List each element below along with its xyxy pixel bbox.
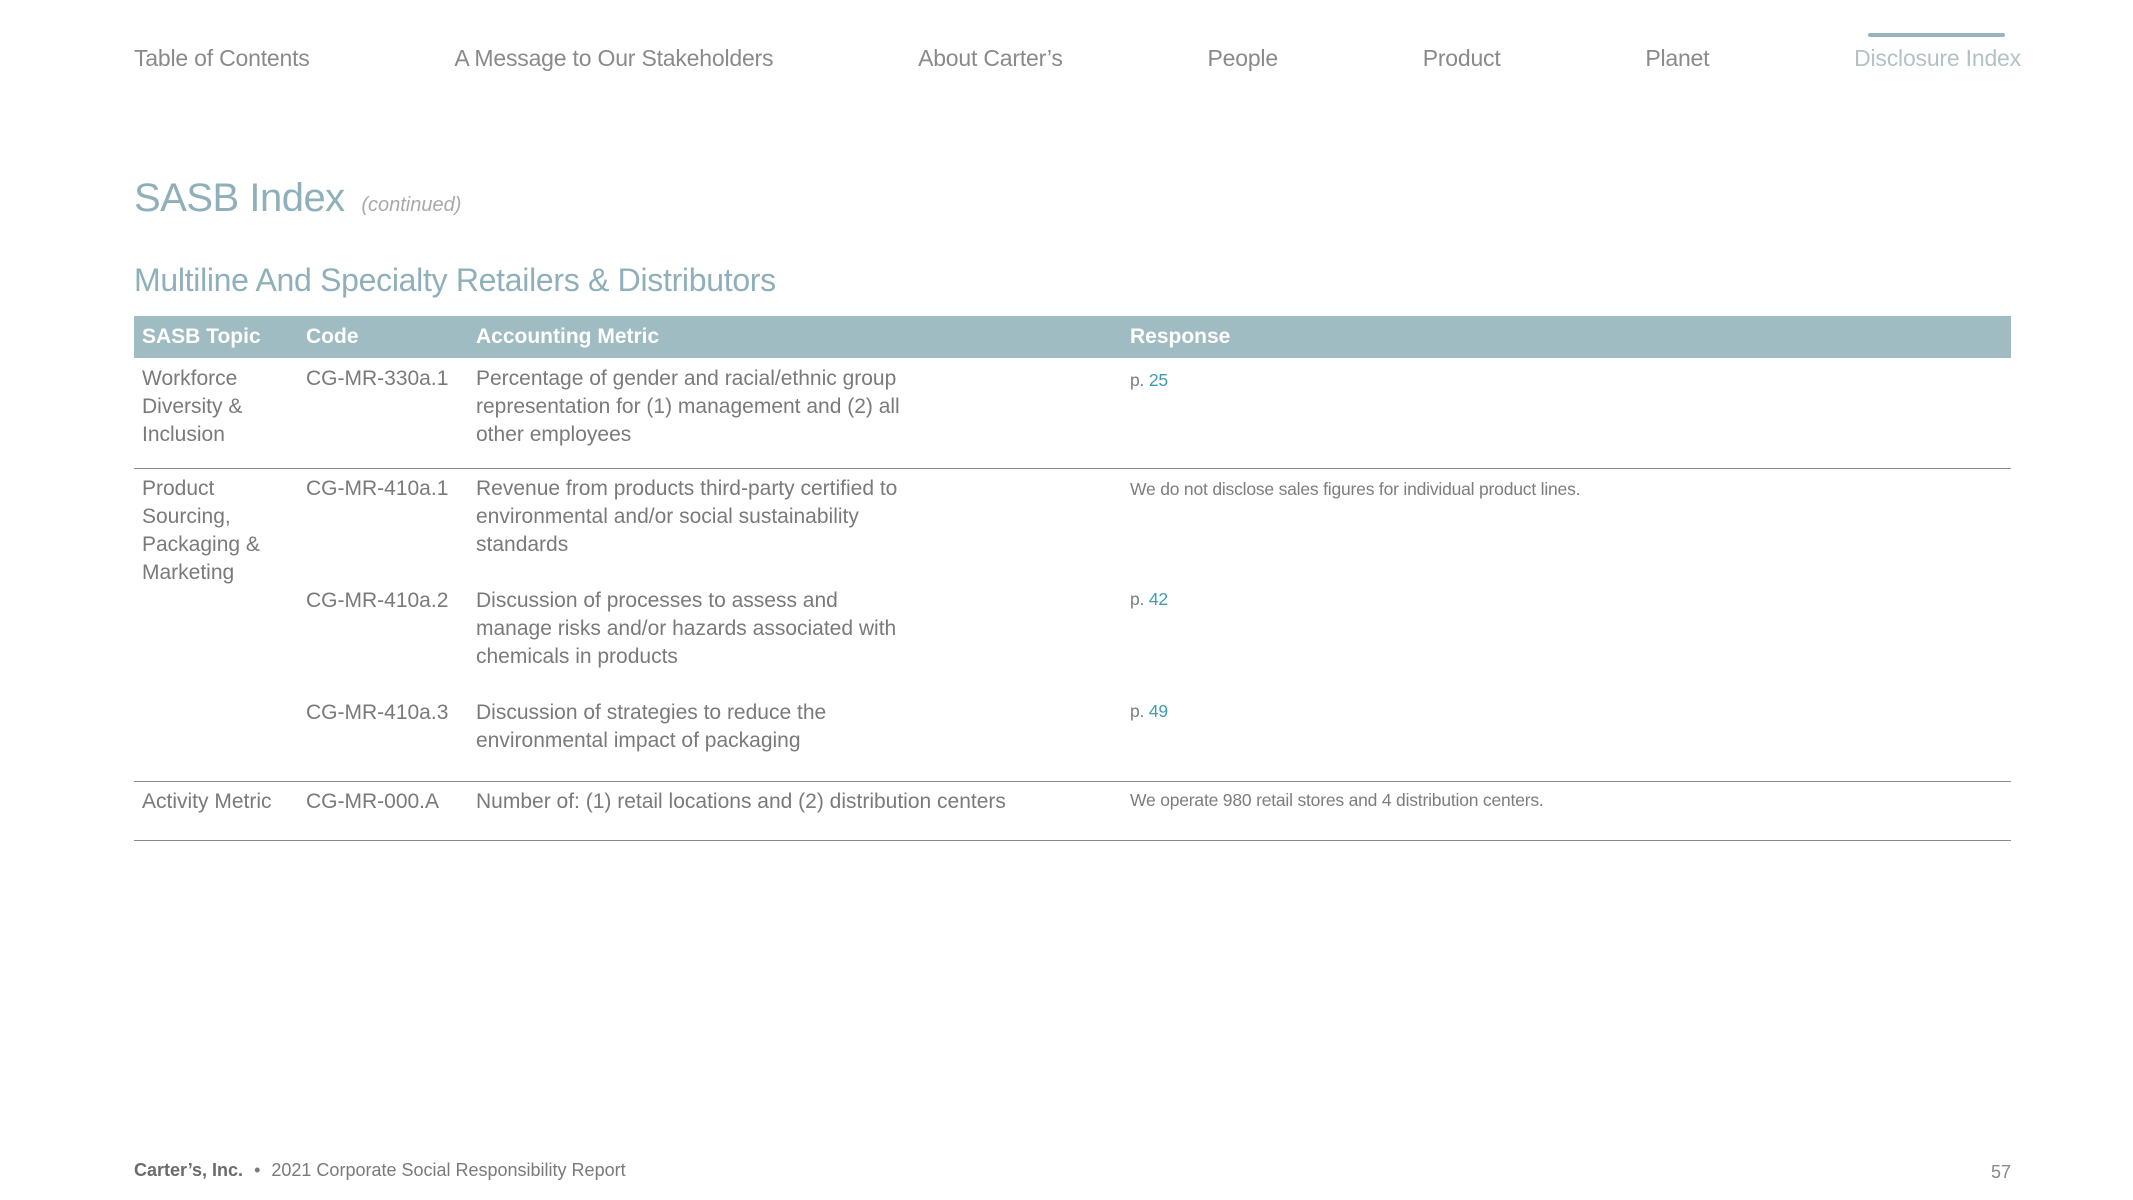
metric-cell: Number of: (1) retail locations and (2) distribution centers bbox=[476, 790, 1006, 813]
response-cell bbox=[1130, 368, 1168, 392]
section-title: Multiline And Specialty Retailers & Distributors bbox=[134, 262, 776, 298]
code-cell: CG-MR-410a.1 bbox=[306, 477, 449, 500]
footer-report-title: 2021 Corporate Social Responsibility Report bbox=[271, 1160, 626, 1180]
metric-cell: Discussion of strategies to reduce the environmental impact of packaging bbox=[476, 701, 827, 752]
response-cell bbox=[1130, 699, 1168, 723]
page-prefix: p. bbox=[1130, 370, 1145, 390]
page-link[interactable]: 25 bbox=[1148, 370, 1168, 390]
metric-cell: Percentage of gender and racial/ethnic group representation for (1) management and (2) all other employees bbox=[476, 367, 900, 446]
nav-item-people[interactable]: People bbox=[1207, 44, 1278, 71]
metric-cell: Discussion of processes to assess and manage risks and/or hazards associated with chemicals in products bbox=[476, 589, 897, 668]
footer-separator: • bbox=[254, 1160, 261, 1180]
code-cell: CG-MR-330a.1 bbox=[306, 367, 449, 390]
header-response: Response bbox=[1130, 325, 1231, 348]
table-row bbox=[134, 782, 2011, 841]
code-cell: CG-MR-410a.3 bbox=[306, 701, 449, 724]
page-number: 57 bbox=[1990, 1162, 2011, 1182]
table-row-group bbox=[134, 469, 2011, 782]
response-text: We do not disclose sales figures for individual product lines. bbox=[1130, 479, 1581, 499]
topic-cell: Product Sourcing, Packaging & Marketing bbox=[142, 477, 260, 584]
header-accounting-metric: Accounting Metric bbox=[476, 325, 660, 348]
nav-item-table-of-contents[interactable]: Table of Contents bbox=[134, 44, 310, 71]
header-code: Code bbox=[306, 325, 359, 348]
nav-item-disclosure-index[interactable]: Disclosure Index bbox=[1854, 44, 2021, 71]
top-navigation bbox=[134, 38, 2021, 78]
nav-item-planet[interactable]: Planet bbox=[1645, 44, 1710, 71]
page-title bbox=[134, 176, 461, 221]
table-header-row bbox=[134, 316, 2011, 358]
page-link[interactable]: 49 bbox=[1148, 701, 1168, 721]
page-title-text: SASB Index bbox=[134, 176, 345, 220]
nav-item-about-carters[interactable]: About Carter’s bbox=[918, 44, 1063, 71]
footer bbox=[134, 1160, 626, 1181]
page-link[interactable]: 42 bbox=[1148, 589, 1168, 609]
nav-item-product[interactable]: Product bbox=[1422, 44, 1501, 71]
page-title-continued: (continued) bbox=[361, 194, 462, 216]
code-cell: CG-MR-000.A bbox=[306, 790, 440, 813]
metric-cell: Revenue from products third-party certified to environmental and/or social sustainability standards bbox=[476, 477, 898, 556]
page-prefix: p. bbox=[1130, 701, 1145, 721]
header-sasb-topic: SASB Topic bbox=[142, 325, 261, 348]
response-text: We operate 980 retail stores and 4 distribution centers. bbox=[1130, 790, 1544, 810]
nav-item-message-to-stakeholders[interactable]: A Message to Our Stakeholders bbox=[454, 44, 774, 71]
page-prefix: p. bbox=[1130, 589, 1145, 609]
topic-cell: Workforce Diversity & Inclusion bbox=[142, 367, 243, 446]
sasb-index-table bbox=[134, 316, 2011, 841]
table-row bbox=[134, 358, 2011, 469]
response-cell bbox=[1130, 587, 1168, 611]
code-cell: CG-MR-410a.2 bbox=[306, 589, 449, 612]
topic-cell: Activity Metric bbox=[142, 790, 272, 813]
footer-company: Carter’s, Inc. bbox=[134, 1160, 244, 1180]
